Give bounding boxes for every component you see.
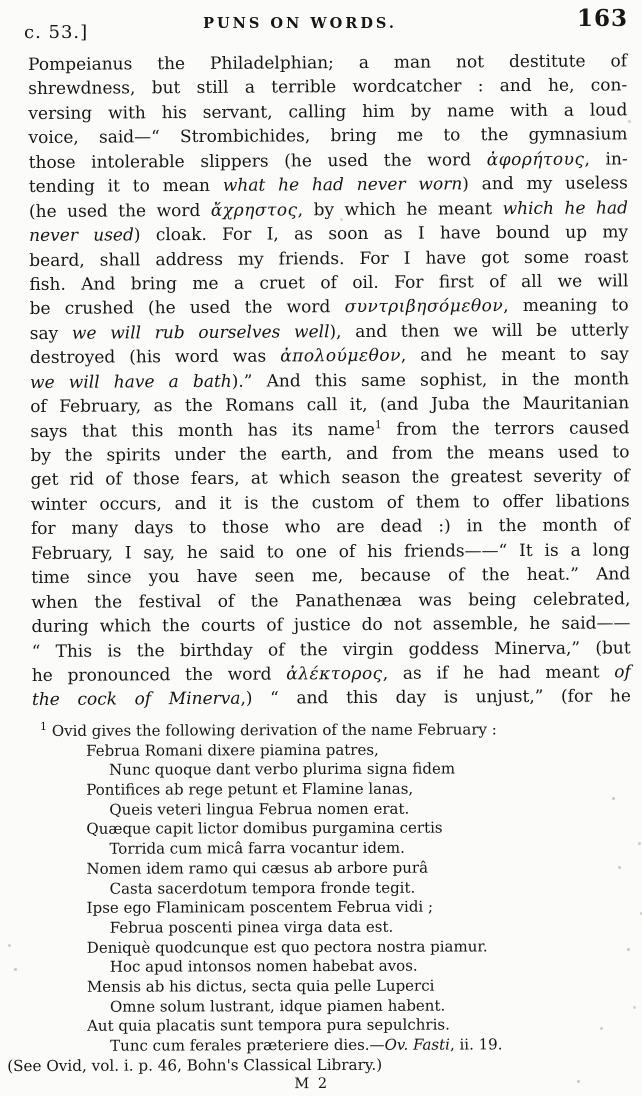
- verse-line: [110, 996, 631, 1018]
- verse-line: [110, 1035, 631, 1057]
- verse-line: [109, 759, 630, 781]
- text-run: Deniquè quodcunque est quo pectora nostra piamur.: [86, 936, 488, 957]
- text-line: [30, 416, 629, 444]
- text-run: beard, shall address my friends. For I have got some roast: [29, 246, 629, 271]
- text-run: Omne solum lustrant, idque piamen habent.: [109, 996, 446, 1016]
- text-run: Pontifices ab rege petunt et Flamine lanas,: [86, 779, 414, 799]
- text-run: says that this month has its name: [30, 419, 375, 442]
- verse-line: [87, 976, 631, 998]
- text-run: tending it to mean: [28, 176, 223, 198]
- text-line: [32, 685, 631, 713]
- verse-line: [87, 897, 631, 919]
- italic-phrase: of: [614, 662, 631, 683]
- text-run: winter occurs, and it is the custom of them to offer libations: [30, 491, 630, 515]
- text-run: Tunc cum ferales præteriere dies.—: [110, 1035, 385, 1055]
- verse-line: [86, 740, 630, 762]
- footnote-verse: [28, 740, 631, 1057]
- text-line: [29, 147, 628, 175]
- printers-signature: M 2: [294, 1076, 330, 1093]
- italic-phrase: what he had never worn: [222, 174, 463, 196]
- text-run: , in-: [584, 149, 628, 170]
- text-line: [31, 563, 630, 591]
- text-run: ), and then we will be utterly: [329, 320, 629, 342]
- greek-word: συντριβησόμεθον: [344, 296, 504, 318]
- italic-phrase: the cock of Minerva: [31, 689, 241, 711]
- greek-word: ἀλέκτορος: [286, 663, 383, 685]
- text-run: , and he meant to say: [400, 344, 629, 366]
- text-line: [30, 440, 629, 468]
- text-run: Nunc quoque dant verbo plurima signa fidem: [109, 759, 456, 780]
- text-line: [30, 343, 629, 371]
- text-run: , ii. 19.: [449, 1035, 503, 1054]
- text-run: February, I say, he said to one of his friends——“ It is a long: [30, 540, 631, 564]
- text-run: by the spirits under the earth, and from the means used to: [30, 442, 630, 466]
- text-line: [29, 245, 628, 273]
- text-run: Queis veteri lingua Februa nomen erat.: [109, 799, 410, 819]
- footnote: [7, 719, 631, 1096]
- text-line: [31, 489, 630, 517]
- text-line: [30, 391, 629, 419]
- text-run: say: [29, 323, 72, 344]
- text-line: [29, 196, 628, 224]
- text-run: Mensis ab his dictus, secta quia pelle Luperci: [86, 976, 435, 996]
- text-run: be crushed (he used the word: [29, 297, 345, 320]
- verse-line: [87, 1015, 631, 1037]
- text-run: versing with his servant, calling him by name with a loud: [28, 100, 628, 124]
- verse-line: [86, 779, 630, 801]
- text-line: [29, 220, 628, 248]
- text-run: when the festival of the Panathenæa was being celebrated,: [31, 588, 631, 613]
- greek-word: ἀφορήτους: [486, 149, 585, 170]
- italic-phrase: never used: [29, 225, 134, 247]
- text-run: fish. And bring me a cruet of oil. For first of all we will: [29, 271, 629, 295]
- text-line: [31, 465, 630, 493]
- text-run: he pronounced the word: [31, 664, 287, 686]
- text-run: those intolerable slippers (he used the word: [28, 149, 487, 173]
- text-line: [28, 98, 627, 126]
- verse-line: [110, 877, 631, 899]
- text-line: [30, 318, 629, 346]
- text-line: [29, 294, 628, 322]
- text-line: [29, 269, 628, 297]
- verse-line: [109, 838, 630, 860]
- text-run: ) and my useless: [462, 173, 628, 195]
- text-run: Februa poscenti pinea virga data est.: [109, 917, 394, 937]
- text-run: Nomen idem ramo qui cæsus ab arbore purâ: [86, 858, 429, 878]
- see-reference: (See Ovid, vol. i. p. 46, Bohn's Classical Library.): [7, 1055, 383, 1075]
- text-line: [30, 367, 629, 395]
- text-run: Casta sacerdotum tempora fronde tegit.: [109, 878, 416, 898]
- header-chapter-ref: c. 53.]: [24, 22, 89, 43]
- text-run: Ipse ego Flaminicam poscentem Februa vidi ;: [86, 897, 434, 917]
- verse-line: [87, 936, 631, 958]
- text-run: ).” And this same sophist, in the month: [231, 369, 630, 392]
- footnote-intro-text: Ovid gives the following derivation of the name February :: [46, 720, 497, 740]
- running-title: PUNS ON WORDS.: [203, 15, 397, 32]
- italic-phrase: we will have a bath: [29, 371, 232, 393]
- text-line: [32, 660, 631, 688]
- text-run: , meaning to: [503, 295, 629, 317]
- verse-line: [86, 858, 630, 880]
- text-run: Februa Romani dixere piamina patres,: [86, 740, 379, 760]
- scan-speck: [587, 254, 590, 257]
- text-run: time since you have seen me, because of the heat.” And: [31, 564, 631, 589]
- text-line: [29, 172, 628, 200]
- text-run: from the terrors caused: [381, 417, 630, 440]
- greek-word: ἄχρηστος: [210, 199, 298, 221]
- text-run: voice, said—“ Strombichides, bring me to the gymnasium: [28, 124, 628, 149]
- italic-phrase: Ov. Fasti: [384, 1035, 450, 1054]
- text-run: ) cloak. For I, as soon as I have bound up my: [133, 222, 629, 246]
- italic-phrase: we will rub ourselves well: [71, 321, 330, 344]
- text-run: of February, as the Romans call it, (and Juba the Mauritanian: [30, 393, 630, 418]
- greek-word: ἀπολούμεθον: [280, 345, 401, 367]
- verse-line: [110, 917, 631, 939]
- text-line: [28, 49, 627, 77]
- text-run: shrewdness, but still a terrible wordcatcher : and he, con-: [28, 75, 628, 100]
- verse-line: [86, 818, 630, 840]
- italic-phrase: which he had: [502, 197, 629, 219]
- text-run: (he used the word: [28, 200, 211, 222]
- text-line: [28, 74, 627, 102]
- text-line: [31, 587, 630, 615]
- text-run: Pompeianus the Philadelphian; a man not destitute of: [28, 51, 628, 75]
- text-run: for many days to those who are dead :) in the month of: [30, 515, 630, 540]
- text-run: ,) “ and this day is unjust,” (for he: [240, 686, 631, 710]
- page-number: 163: [576, 5, 628, 32]
- text-run: Torrida cum micâ farra vocantur idem.: [109, 838, 405, 858]
- text-run: , by which he meant: [297, 198, 503, 220]
- text-run: Aut quia placatis sunt tempora pura sepulchris.: [87, 1015, 450, 1036]
- text-run: get rid of those fears, at which season the greatest severity of: [30, 466, 630, 491]
- text-line: [32, 636, 631, 664]
- text-run: , as if he had meant: [382, 662, 615, 684]
- text-run: 1: [374, 417, 382, 431]
- text-line: [28, 123, 627, 151]
- text-run: destroyed (his word was: [29, 346, 281, 369]
- text-line: [31, 514, 630, 542]
- footnote-marker: 1: [39, 719, 48, 733]
- verse-line: [109, 799, 630, 821]
- footnote-intro: [40, 720, 630, 742]
- text-line: [31, 538, 630, 566]
- text-line: [31, 611, 630, 639]
- verse-line: [110, 956, 631, 978]
- body-text: [28, 49, 631, 712]
- text-run: “ This is the birthday of the virgin goddess Minerva,” (but: [31, 637, 631, 662]
- text-run: Quæque capit lictor domibus purgamina certis: [86, 818, 443, 839]
- text-run: during which the courts of justice do not assemble, he said——: [31, 613, 631, 638]
- text-run: Hoc apud intonsos nomen habebat avos.: [109, 956, 418, 976]
